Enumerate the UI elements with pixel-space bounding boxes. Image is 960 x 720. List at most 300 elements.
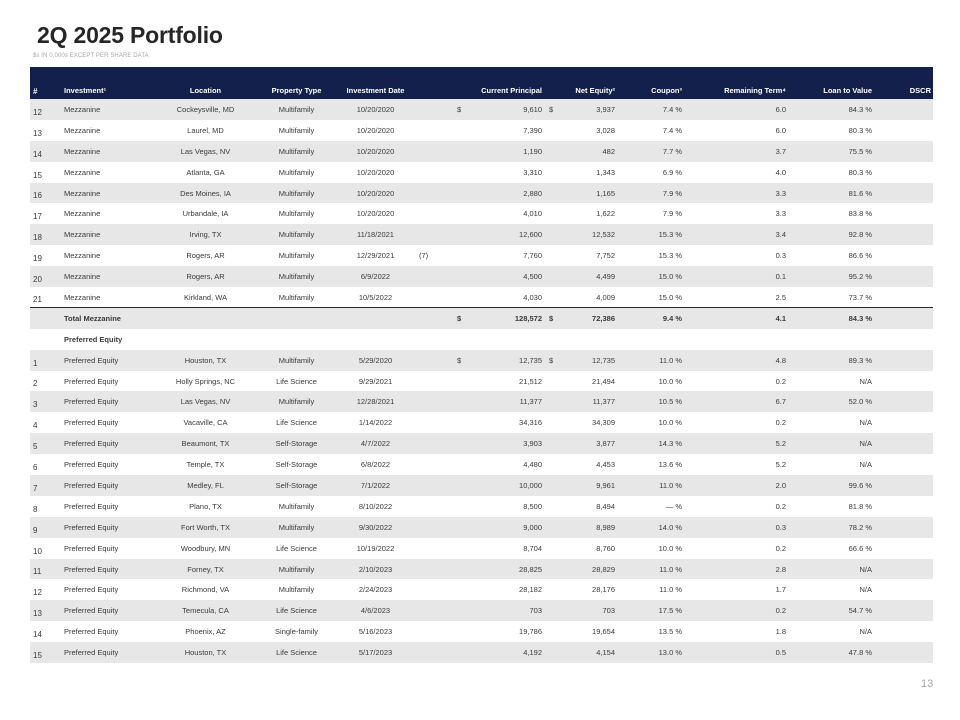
location-cell: Houston, TX xyxy=(184,648,227,658)
table-row xyxy=(30,538,933,559)
cell-value: 8,704 xyxy=(523,543,542,553)
net-equity-cell xyxy=(543,412,616,433)
cell-value: 28,176 xyxy=(592,585,615,595)
dscr-cell xyxy=(874,391,933,412)
row-number: 7 xyxy=(33,483,38,493)
loan-to-value-cell: N/A xyxy=(859,585,872,595)
coupon-cell: 10.0 % xyxy=(658,418,682,428)
dollar-sign: $ xyxy=(457,355,462,365)
footnote-cell xyxy=(415,266,451,287)
property-type-cell: Single-family xyxy=(275,627,318,637)
investment-cell: Preferred Equity xyxy=(64,606,119,616)
location-cell: Irving, TX xyxy=(189,230,222,240)
investment-cell: Mezzanine xyxy=(64,146,101,156)
remaining-term-cell: 3.4 xyxy=(775,230,786,240)
table-row xyxy=(30,621,933,642)
investment-cell: Preferred Equity xyxy=(64,439,119,449)
row-number: 17 xyxy=(33,212,42,222)
property-type-cell: Life Science xyxy=(276,376,317,386)
loan-to-value-cell: N/A xyxy=(859,460,872,470)
investment-cell: Mezzanine xyxy=(64,188,101,198)
net-equity-cell xyxy=(543,391,616,412)
location-cell: Fort Worth, TX xyxy=(181,522,230,532)
remaining-term-cell: 2.5 xyxy=(775,292,786,302)
table-row xyxy=(30,391,933,412)
cell-value: 7,760 xyxy=(523,251,542,261)
remaining-term-cell: 2.0 xyxy=(775,480,786,490)
loan-to-value-cell: 73.7 % xyxy=(848,292,872,302)
table-row xyxy=(30,99,933,120)
investment-cell: Mezzanine xyxy=(64,209,101,219)
current-principal-cell xyxy=(451,454,543,475)
header-loan-to-value: Loan to Value xyxy=(823,86,872,95)
property-type-cell: Multifamily xyxy=(278,397,315,407)
property-type-cell: Multifamily xyxy=(278,355,315,365)
table-row xyxy=(30,266,933,287)
remaining-term-cell: 5.2 xyxy=(775,460,786,470)
cell-value: 1,343 xyxy=(596,167,615,177)
investment-date-cell xyxy=(336,329,415,350)
net-equity-cell xyxy=(543,517,616,538)
loan-to-value-cell: 84.3 % xyxy=(787,308,874,329)
cell-value: 12,735 xyxy=(519,355,542,365)
footnote-cell xyxy=(415,203,451,224)
table-row xyxy=(30,600,933,621)
footnote-cell xyxy=(415,391,451,412)
location-cell xyxy=(154,329,257,350)
header-num: # xyxy=(33,87,38,96)
investment-cell: Mezzanine xyxy=(64,230,101,240)
cell-value: 4,009 xyxy=(596,292,615,302)
investment-cell: Preferred Equity xyxy=(64,376,119,386)
dscr-cell xyxy=(874,371,933,392)
net-equity-cell xyxy=(543,621,616,642)
dscr-cell xyxy=(874,517,933,538)
row-number: 10 xyxy=(33,546,42,556)
coupon-cell: 15.3 % xyxy=(658,251,682,261)
footnote-cell xyxy=(415,642,451,663)
location-cell: Holly Springs, NC xyxy=(175,376,236,386)
remaining-term-cell: 0.2 xyxy=(775,376,786,386)
coupon-cell: 6.9 % xyxy=(662,167,682,177)
footnote-cell xyxy=(415,496,451,517)
net-equity-cell xyxy=(543,224,616,245)
remaining-term-cell: 4.0 xyxy=(775,167,786,177)
investment-date-cell: 10/20/2020 xyxy=(356,104,395,114)
investment-date-cell: 2/10/2023 xyxy=(358,564,393,574)
table-row xyxy=(30,642,933,663)
loan-to-value-cell: 89.3 % xyxy=(848,355,872,365)
investment-date-cell: 9/29/2021 xyxy=(358,376,393,386)
remaining-term-cell: 0.3 xyxy=(775,251,786,261)
investment-cell: Preferred Equity xyxy=(64,627,119,637)
current-principal-cell xyxy=(451,350,543,371)
loan-to-value-cell: 80.3 % xyxy=(848,125,872,135)
cell-value: 3,028 xyxy=(596,125,615,135)
dscr-cell xyxy=(874,162,933,183)
investment-date-cell: 10/20/2020 xyxy=(356,125,395,135)
row-number: 14 xyxy=(33,149,42,159)
property-type-cell: Self-Storage xyxy=(275,480,318,490)
footnote-cell xyxy=(415,183,451,204)
net-equity-cell xyxy=(543,642,616,663)
coupon-cell: 7.9 % xyxy=(662,209,682,219)
cell-value: 28,825 xyxy=(519,564,542,574)
net-equity-cell xyxy=(543,559,616,580)
coupon-cell: 15.0 % xyxy=(658,272,682,282)
loan-to-value-cell: N/A xyxy=(859,564,872,574)
current-principal-cell xyxy=(451,120,543,141)
cell-value: 72,386 xyxy=(592,314,615,324)
dollar-sign: $ xyxy=(457,314,462,324)
dscr-cell xyxy=(874,579,933,600)
location-cell: Temple, TX xyxy=(186,460,225,470)
remaining-term-cell: 6.0 xyxy=(775,104,786,114)
current-principal-cell xyxy=(451,538,543,559)
dscr-cell xyxy=(874,203,933,224)
property-type-cell: Multifamily xyxy=(278,146,315,156)
cell-value: 9,610 xyxy=(523,104,542,114)
cell-value: 10,000 xyxy=(519,480,542,490)
cell-value: 8,989 xyxy=(596,522,615,532)
net-equity-cell xyxy=(543,496,616,517)
header-net-equity: Net Equity² xyxy=(575,86,615,95)
investment-date-cell: 6/9/2022 xyxy=(360,272,391,282)
remaining-term-cell: 6.0 xyxy=(775,125,786,135)
coupon-cell: 10.0 % xyxy=(658,543,682,553)
dscr-cell xyxy=(874,141,933,162)
row-number: 13 xyxy=(33,128,42,138)
investment-date-cell: 5/16/2023 xyxy=(358,627,393,637)
cell-value: 19,654 xyxy=(592,627,615,637)
header-dscr: DSCR xyxy=(909,86,931,95)
remaining-term-cell: 0.2 xyxy=(775,606,786,616)
property-type-cell: Multifamily xyxy=(278,167,315,177)
dollar-sign: $ xyxy=(457,104,462,114)
table-row xyxy=(30,203,933,224)
row-number: 12 xyxy=(33,588,42,598)
net-equity-cell xyxy=(543,454,616,475)
location-cell: Houston, TX xyxy=(184,355,227,365)
footnote-cell xyxy=(415,224,451,245)
location-cell: Richmond, VA xyxy=(181,585,230,595)
coupon-cell: 14.3 % xyxy=(658,439,682,449)
property-type-cell: Multifamily xyxy=(278,125,315,135)
table-row xyxy=(30,245,933,266)
header-property-type: Property Type xyxy=(271,86,322,95)
dscr-cell xyxy=(874,329,933,350)
cell-value: 1,622 xyxy=(596,209,615,219)
loan-to-value-cell: 75.5 % xyxy=(848,146,872,156)
dollar-sign: $ xyxy=(549,104,554,114)
coupon-cell: 13.5 % xyxy=(658,627,682,637)
cell-value: 21,494 xyxy=(592,376,615,386)
location-cell: Forney, TX xyxy=(187,564,224,574)
table-row xyxy=(30,224,933,245)
cell-value: 8,500 xyxy=(523,501,542,511)
location-cell: Woodbury, MN xyxy=(180,543,231,553)
net-equity-cell xyxy=(543,329,616,350)
net-equity-cell xyxy=(543,371,616,392)
table-row xyxy=(30,120,933,141)
table-row xyxy=(30,287,933,308)
cell-value: 28,829 xyxy=(592,564,615,574)
table-row xyxy=(30,371,933,392)
investment-date-cell: 2/24/2023 xyxy=(358,585,393,595)
coupon-cell: 10.5 % xyxy=(658,397,682,407)
loan-to-value-cell: 47.8 % xyxy=(848,648,872,658)
net-equity-cell xyxy=(543,162,616,183)
net-equity-cell xyxy=(543,350,616,371)
footnote-cell xyxy=(415,433,451,454)
cell-value: 4,499 xyxy=(596,272,615,282)
coupon-cell: 10.0 % xyxy=(658,376,682,386)
investment-cell: Mezzanine xyxy=(64,272,101,282)
current-principal-cell xyxy=(451,412,543,433)
footnote-cell xyxy=(415,412,451,433)
dscr-cell xyxy=(874,224,933,245)
location-cell: Laurel, MD xyxy=(187,125,224,135)
cell-value: 1,165 xyxy=(596,188,615,198)
cell-value: 4,500 xyxy=(523,272,542,282)
net-equity-cell xyxy=(543,475,616,496)
footnote-cell xyxy=(415,120,451,141)
investment-cell: Preferred Equity xyxy=(64,460,119,470)
investment-cell: Mezzanine xyxy=(64,292,101,302)
remaining-term-cell: 0.5 xyxy=(775,648,786,658)
dscr-cell xyxy=(874,412,933,433)
cell-value: 703 xyxy=(529,606,542,616)
row-number xyxy=(30,329,64,350)
loan-to-value-cell: 84.3 % xyxy=(848,104,872,114)
location-cell: Las Vegas, NV xyxy=(180,397,231,407)
row-number: 21 xyxy=(33,295,42,305)
investment-cell: Preferred Equity xyxy=(64,418,119,428)
investment-date-cell: 5/17/2023 xyxy=(358,648,393,658)
dscr-cell xyxy=(874,99,933,120)
cell-value: 7,390 xyxy=(523,125,542,135)
investment-cell: Preferred Equity xyxy=(64,501,119,511)
investment-cell: Mezzanine xyxy=(64,104,101,114)
location-cell: Kirkland, WA xyxy=(183,292,228,302)
table-row xyxy=(30,183,933,204)
cell-value: 19,786 xyxy=(519,627,542,637)
investment-cell: Preferred Equity xyxy=(64,648,119,658)
net-equity-cell xyxy=(543,579,616,600)
current-principal-cell xyxy=(451,642,543,663)
row-number: 19 xyxy=(33,254,42,264)
table-row xyxy=(30,579,933,600)
table-row xyxy=(30,559,933,580)
property-type-cell xyxy=(257,329,336,350)
table-row xyxy=(30,162,933,183)
cell-value: 3,310 xyxy=(523,167,542,177)
cell-value: 4,154 xyxy=(596,648,615,658)
dscr-cell xyxy=(874,496,933,517)
coupon-cell: 11.0 % xyxy=(659,355,682,365)
table-row xyxy=(30,412,933,433)
cell-value: 21,512 xyxy=(519,376,542,386)
row-number: 8 xyxy=(33,504,38,514)
coupon-cell: — % xyxy=(665,501,682,511)
dscr-cell xyxy=(874,454,933,475)
remaining-term-cell: 4.8 xyxy=(775,355,786,365)
page-subtitle: $s IN 0,000s EXCEPT PER SHARE DATA xyxy=(33,53,149,59)
property-type-cell: Multifamily xyxy=(278,292,315,302)
footnote-cell xyxy=(415,517,451,538)
footnote-cell xyxy=(415,371,451,392)
property-type-cell: Life Science xyxy=(276,543,317,553)
header-current-principal: Current Principal xyxy=(481,86,542,95)
current-principal-cell xyxy=(451,224,543,245)
table-header-row xyxy=(30,67,933,99)
current-principal-cell xyxy=(451,600,543,621)
row-number: 11 xyxy=(33,567,42,577)
coupon-cell: 11.0 % xyxy=(659,564,682,574)
row-number: 13 xyxy=(33,609,42,619)
row-number: 14 xyxy=(33,630,42,640)
investment-cell: Mezzanine xyxy=(64,167,101,177)
location-cell: Vacaville, CA xyxy=(183,418,228,428)
cell-value: 34,309 xyxy=(592,418,615,428)
cell-value: 3,877 xyxy=(596,439,615,449)
cell-value: 28,182 xyxy=(519,585,542,595)
coupon-cell: 14.0 % xyxy=(658,522,682,532)
row-number: 18 xyxy=(33,233,42,243)
current-principal-cell xyxy=(451,371,543,392)
dscr-cell xyxy=(874,538,933,559)
location-cell: Urbandale, IA xyxy=(182,209,229,219)
dscr-cell xyxy=(874,308,933,329)
cell-value: 34,316 xyxy=(519,418,542,428)
net-equity-cell xyxy=(543,141,616,162)
footnote-cell: (7) xyxy=(419,251,429,261)
header-investment: Investment¹ xyxy=(64,86,107,95)
coupon-cell: 15.0 % xyxy=(658,292,682,302)
location-cell: Temecula, CA xyxy=(182,606,229,616)
current-principal-cell xyxy=(451,329,543,350)
investment-cell: Preferred Equity xyxy=(64,334,123,344)
current-principal-cell xyxy=(451,141,543,162)
loan-to-value-cell: 66.6 % xyxy=(848,543,872,553)
property-type-cell: Self-Storage xyxy=(275,460,318,470)
property-type-cell: Multifamily xyxy=(278,585,315,595)
remaining-term-cell: 1.8 xyxy=(775,627,786,637)
location-cell: Phoenix, AZ xyxy=(185,627,226,637)
current-principal-cell xyxy=(451,266,543,287)
loan-to-value-cell xyxy=(787,329,874,350)
cell-value: 9,961 xyxy=(596,480,615,490)
loan-to-value-cell: 99.6 % xyxy=(848,480,872,490)
header-location: Location xyxy=(189,86,222,95)
dscr-cell xyxy=(874,245,933,266)
investment-cell: Preferred Equity xyxy=(64,355,119,365)
table-row xyxy=(30,475,933,496)
loan-to-value-cell: 78.2 % xyxy=(848,522,872,532)
property-type-cell: Multifamily xyxy=(278,251,315,261)
remaining-term-cell: 0.1 xyxy=(775,272,786,282)
current-principal-cell xyxy=(451,287,543,308)
property-type-cell: Life Science xyxy=(276,648,317,658)
dscr-cell xyxy=(874,350,933,371)
footnote-cell xyxy=(415,141,451,162)
dscr-cell xyxy=(874,600,933,621)
net-equity-cell xyxy=(543,120,616,141)
investment-date-cell: 10/20/2020 xyxy=(356,209,395,219)
loan-to-value-cell: 92.8 % xyxy=(848,230,872,240)
cell-value: 4,030 xyxy=(523,292,542,302)
footnote-cell xyxy=(415,350,451,371)
remaining-term-cell: 4.1 xyxy=(686,308,787,329)
investment-date-cell: 4/6/2023 xyxy=(360,606,391,616)
investment-date-cell: 10/20/2020 xyxy=(356,188,395,198)
page-title: 2Q 2025 Portfolio xyxy=(37,22,223,48)
investment-cell: Total Mezzanine xyxy=(64,308,154,329)
net-equity-cell xyxy=(543,266,616,287)
header-remaining-term: Remaining Term⁴ xyxy=(724,86,786,95)
footnote-cell xyxy=(415,99,451,120)
dscr-cell xyxy=(874,433,933,454)
location-cell: Medley, FL xyxy=(187,480,224,490)
location-cell: Des Moines, IA xyxy=(180,188,231,198)
current-principal-cell xyxy=(451,496,543,517)
loan-to-value-cell: N/A xyxy=(859,627,872,637)
footnote-cell xyxy=(415,475,451,496)
cell-value: 11,377 xyxy=(519,397,542,407)
remaining-term-cell: 0.2 xyxy=(775,418,786,428)
table-row xyxy=(30,141,933,162)
current-principal-cell xyxy=(451,162,543,183)
location-cell: Plano, TX xyxy=(189,501,222,511)
row-number: 9 xyxy=(33,525,38,535)
loan-to-value-cell: 86.6 % xyxy=(848,251,872,261)
investment-date-cell: 12/29/2021 xyxy=(356,251,395,261)
current-principal-cell xyxy=(451,245,543,266)
row-number: 6 xyxy=(33,463,38,473)
investment-cell: Preferred Equity xyxy=(64,564,119,574)
row-number: 2 xyxy=(33,379,38,389)
dollar-sign: $ xyxy=(549,314,554,324)
coupon-cell: 15.3 % xyxy=(658,230,682,240)
cell-value: 4,480 xyxy=(523,460,542,470)
investment-cell: Preferred Equity xyxy=(64,522,119,532)
footnote-cell xyxy=(415,579,451,600)
current-principal-cell xyxy=(451,433,543,454)
remaining-term-cell: 6.7 xyxy=(775,397,786,407)
location-cell: Rogers, AR xyxy=(186,251,225,261)
property-type-cell: Multifamily xyxy=(278,272,315,282)
investment-date-cell: 8/10/2022 xyxy=(358,501,393,511)
coupon-cell: 9.4 % xyxy=(616,308,686,329)
investment-date-cell: 9/30/2022 xyxy=(358,522,393,532)
investment-date-cell: 10/19/2022 xyxy=(356,543,395,553)
investment-date-cell xyxy=(336,308,415,329)
cell-value: 12,600 xyxy=(519,230,542,240)
net-equity-cell xyxy=(543,308,616,329)
property-type-cell: Multifamily xyxy=(278,188,315,198)
current-principal-cell xyxy=(451,579,543,600)
property-type-cell: Multifamily xyxy=(278,230,315,240)
dscr-cell xyxy=(874,475,933,496)
current-principal-cell xyxy=(451,517,543,538)
location-cell: Las Vegas, NV xyxy=(180,146,231,156)
footnote-cell xyxy=(415,538,451,559)
cell-value: 7,752 xyxy=(596,251,615,261)
row-number: 12 xyxy=(33,107,42,117)
cell-value: 128,572 xyxy=(514,314,542,324)
footnote-cell xyxy=(415,329,451,350)
investment-date-cell: 4/7/2022 xyxy=(360,439,391,449)
